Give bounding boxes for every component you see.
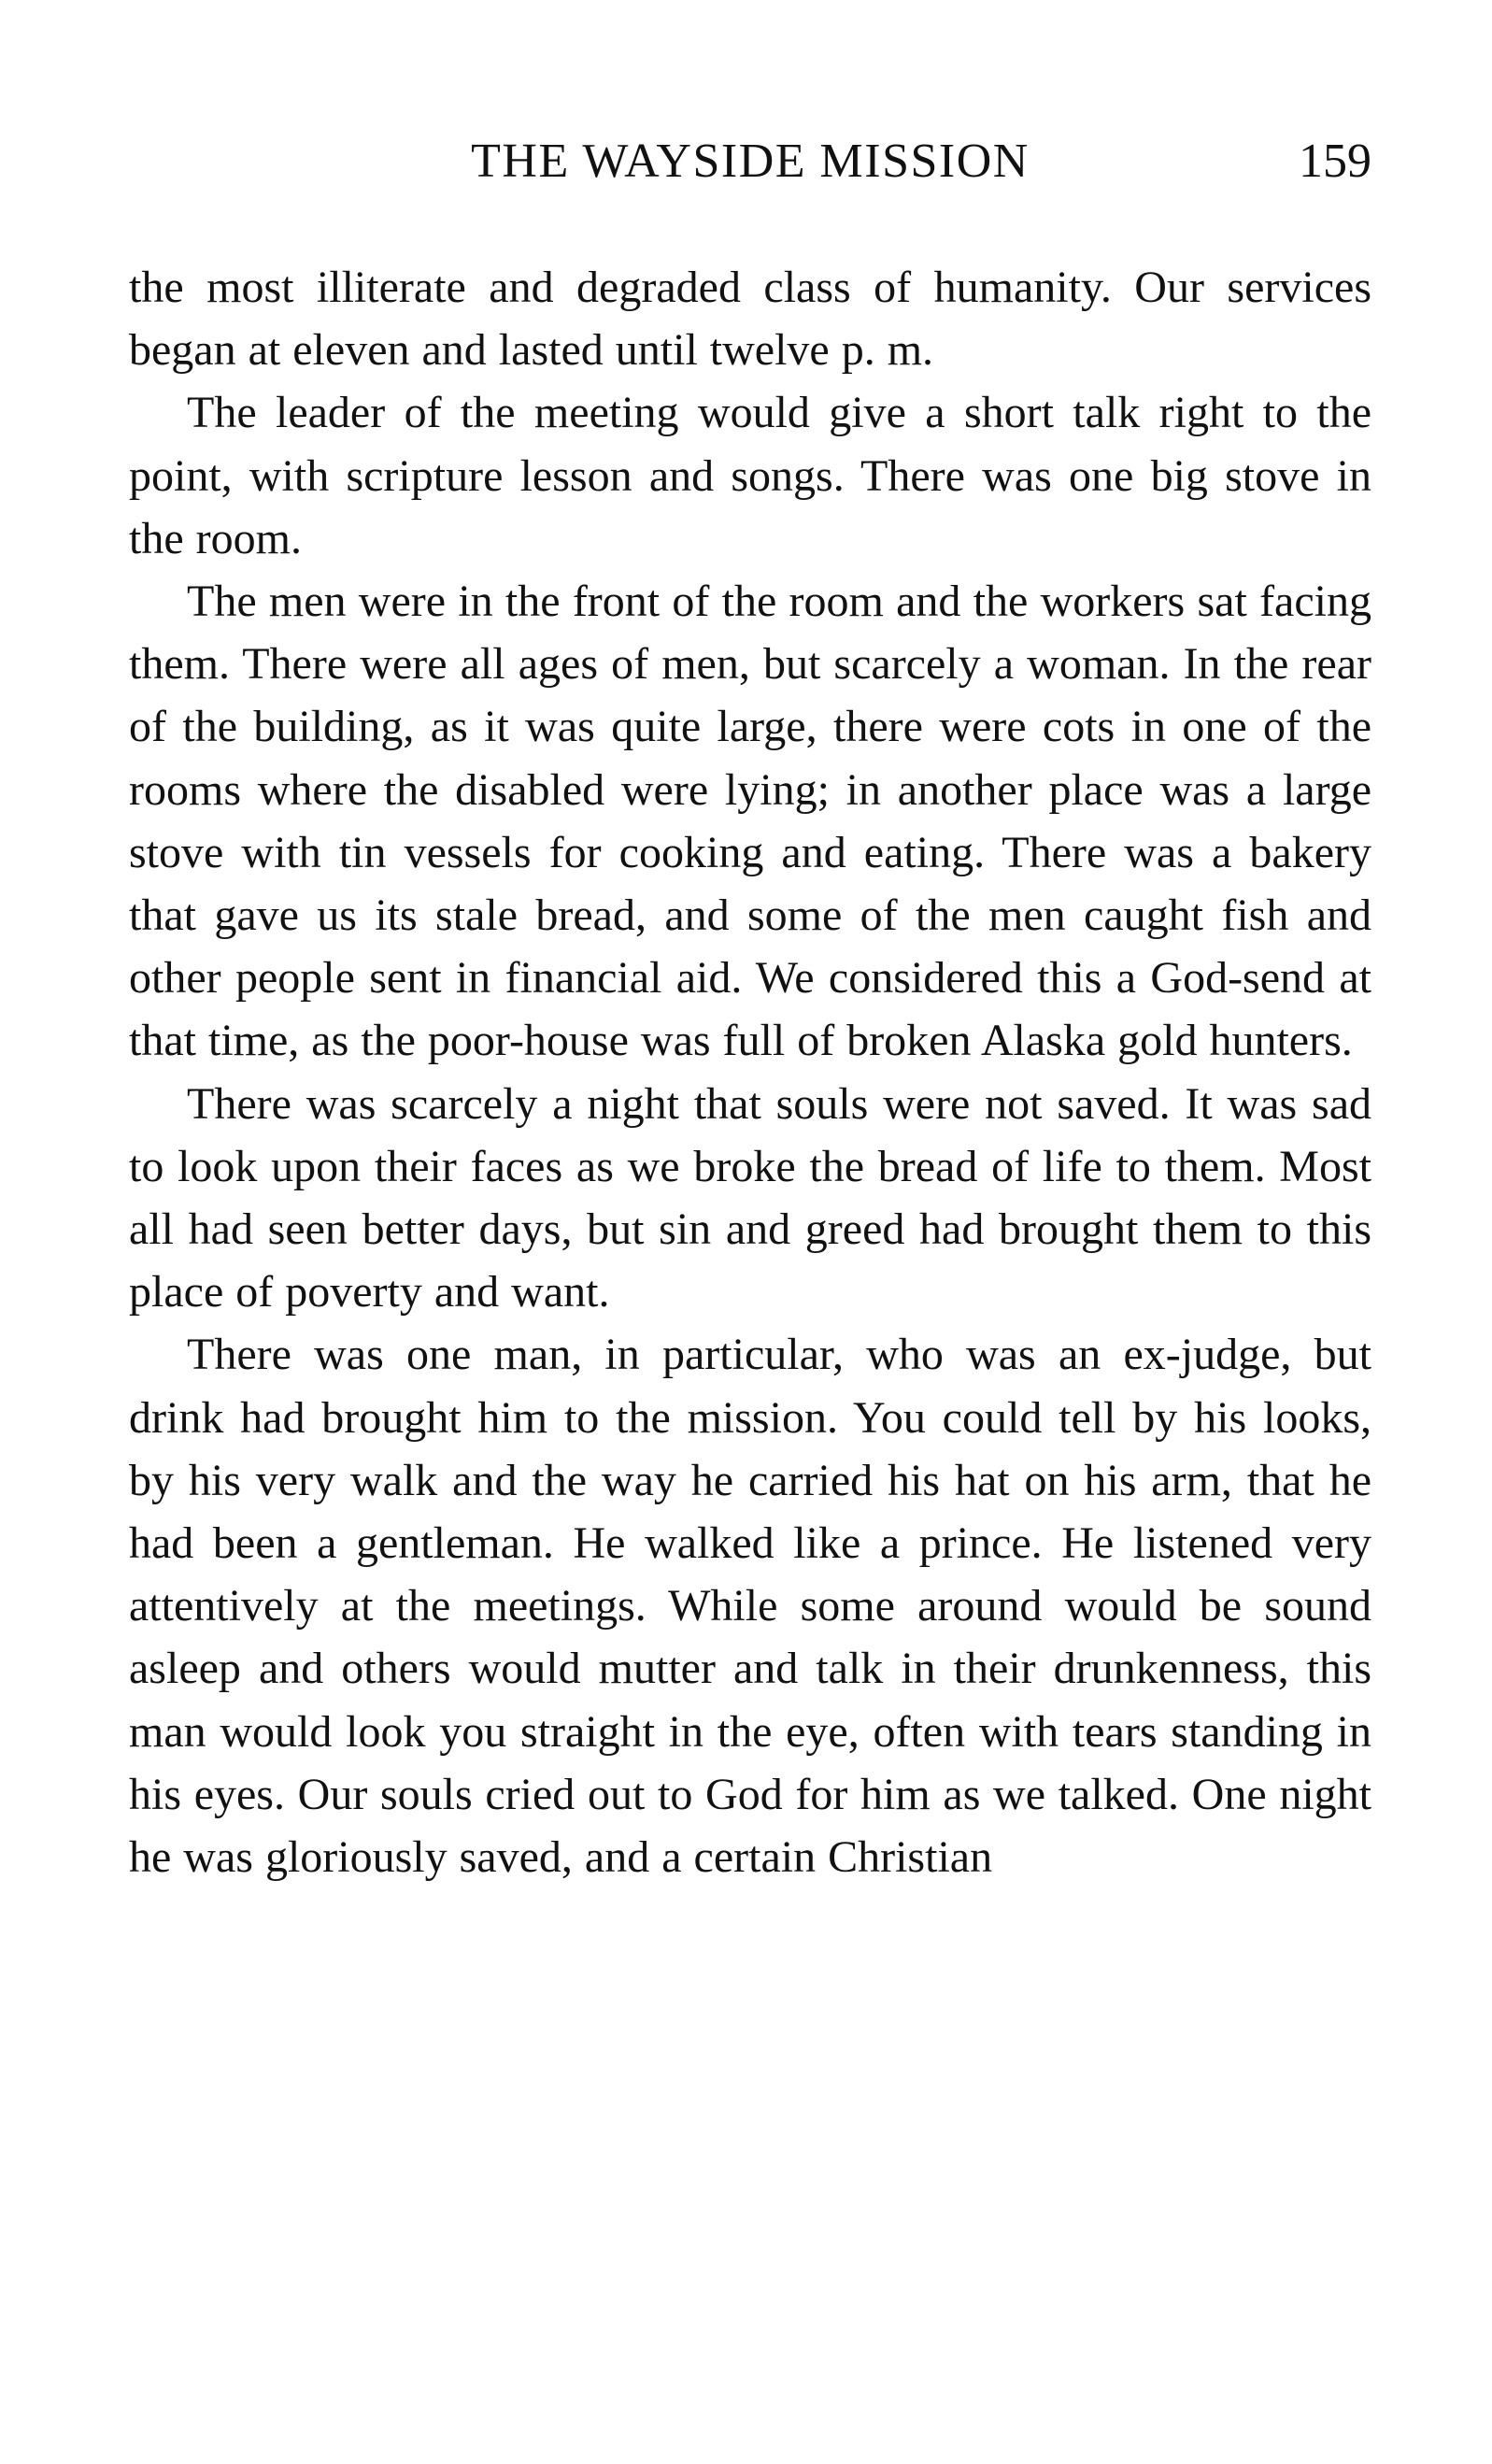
body-text [129,256,1371,1888]
page-number: 159 [1299,135,1371,188]
paragraph-5: There was one man, in particular, who was an ex-judge, but drink had brought him to the mission. You could tell by his looks, by his very walk and the way he carried his hat on his arm, that he had been a gentleman. He walked like a prince. He listened very attentively at the meetings. While some around would be sound asleep and others would mutter and talk in their drunkenness, this man would look you straight in the eye, often with tears standing in his eyes. Our souls cried out to God for him as we talked. One night he was gloriously saved, and a certain Christian [129,1330,1371,1883]
book-page [129,0,1371,2464]
running-header [129,129,1371,194]
paragraph-3: The men were in the front of the room and the workers sat facing them. There were all ages of men, but scarcely a woman. In the rear of the building, as it was quite large, there were cots in one of the rooms where the disabled were lying; in another place was a large stove with tin vessels for cooking and eating. There was a bakery that gave us its stale bread, and some of the men caught fish and other people sent in financial aid. We considered this a God-send at that time, as the poor-house was full of broken Alaska gold hunters. [129,577,1371,1066]
paragraph-2: The leader of the meeting would give a short talk right to the point, with scripture lesson and songs. There was one big stove in the room. [129,388,1371,563]
paragraph-1: the most illiterate and degraded class of humanity. Our services began at eleven and lasted until twelve p. m. [129,263,1371,376]
paragraph-4: There was scarcely a night that souls were not saved. It was sad to look upon their faces as we broke the bread of life to them. Most all had seen better days, but sin and greed had brought them to this place of poverty and want. [129,1078,1371,1317]
running-title: THE WAYSIDE MISSION [471,135,1030,188]
